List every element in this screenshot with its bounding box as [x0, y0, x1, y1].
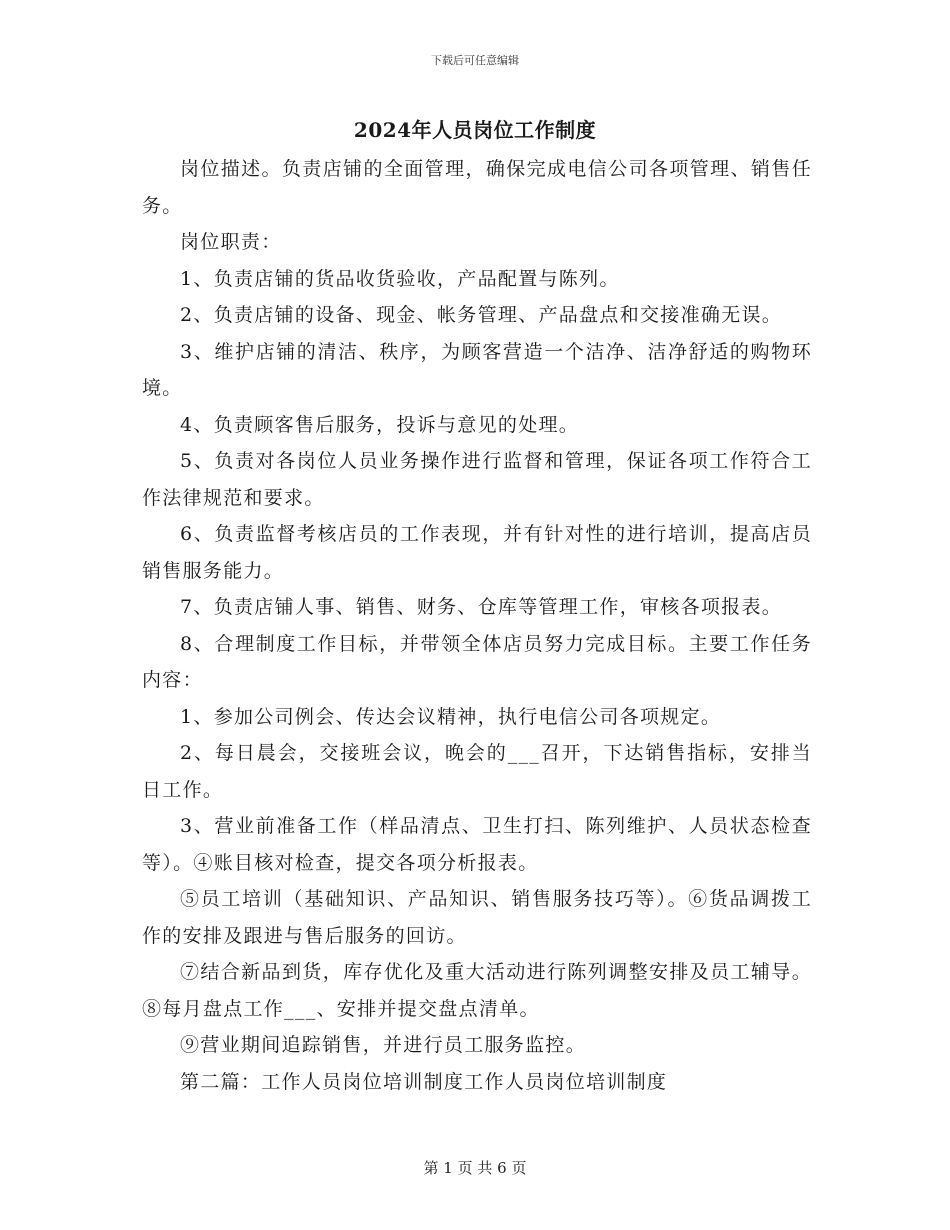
page-number-footer: 第 1 页 共 6 页 — [423, 1159, 527, 1177]
paragraph-duty-8: 8、合理制度工作目标，并带领全体店员努力完成目标。主要工作任务内容： — [142, 632, 812, 691]
document-title: 2024年人员岗位工作制度 — [353, 118, 597, 142]
paragraph-task-3: 3、营业前准备工作（样品清点、卫生打扫、陈列维护、人员状态检查等）。④账目核对检查，提交各项分析报表。 — [142, 815, 812, 874]
paragraph-duty-4: 4、负责顾客售后服务，投诉与意见的处理。 — [180, 413, 580, 436]
document-body — [142, 151, 812, 1100]
paragraph-task-7: ⑦结合新品到货，库存优化及重大活动进行陈列调整安排及员工辅导。⑧每月盘点工作___、安排并提交盘点清单。 — [142, 961, 812, 1020]
paragraph-task-9: ⑨营业期间追踪销售，并进行员工服务监控。 — [180, 1034, 587, 1056]
paragraph-second-article: 第二篇：工作人员岗位培训制度工作人员岗位培训制度 — [180, 1070, 668, 1093]
header-note: 下载后可任意编辑 — [431, 54, 519, 67]
paragraph-job-description: 岗位描述。负责店铺的全面管理，确保完成电信公司各项管理、销售任务。 — [142, 158, 812, 217]
paragraph-duty-1: 1、负责店铺的货品收货验收，产品配置与陈列。 — [180, 267, 620, 290]
paragraph-duty-2: 2、负责店铺的设备、现金、帐务管理、产品盘点和交接准确无误。 — [180, 304, 783, 326]
paragraph-task-2: 2、每日晨会，交接班会议，晚会的___召开，下达销售指标，安排当日工作。 — [142, 742, 812, 801]
paragraph-duty-6: 6、负责监督考核店员的工作表现，并有针对性的进行培训，提高店员销售服务能力。 — [142, 523, 812, 582]
paragraph-duty-3: 3、维护店铺的清洁、秩序，为顾客营造一个洁净、洁净舒适的购物环境。 — [142, 340, 812, 399]
paragraph-duty-7: 7、负责店铺人事、销售、财务、仓库等管理工作，审核各项报表。 — [180, 596, 783, 618]
paragraph-duty-5: 5、负责对各岗位人员业务操作进行监督和管理，保证各项工作符合工作法律规范和要求。 — [142, 450, 812, 509]
paragraph-task-5: ⑤员工培训（基础知识、产品知识、销售服务技巧等）。⑥货品调拨工作的安排及跟进与售后服务的回访。 — [142, 888, 812, 947]
paragraph-job-duties-heading: 岗位职责： — [180, 231, 282, 253]
paragraph-task-1: 1、参加公司例会、传达会议精神，执行电信公司各项规定。 — [180, 705, 722, 728]
